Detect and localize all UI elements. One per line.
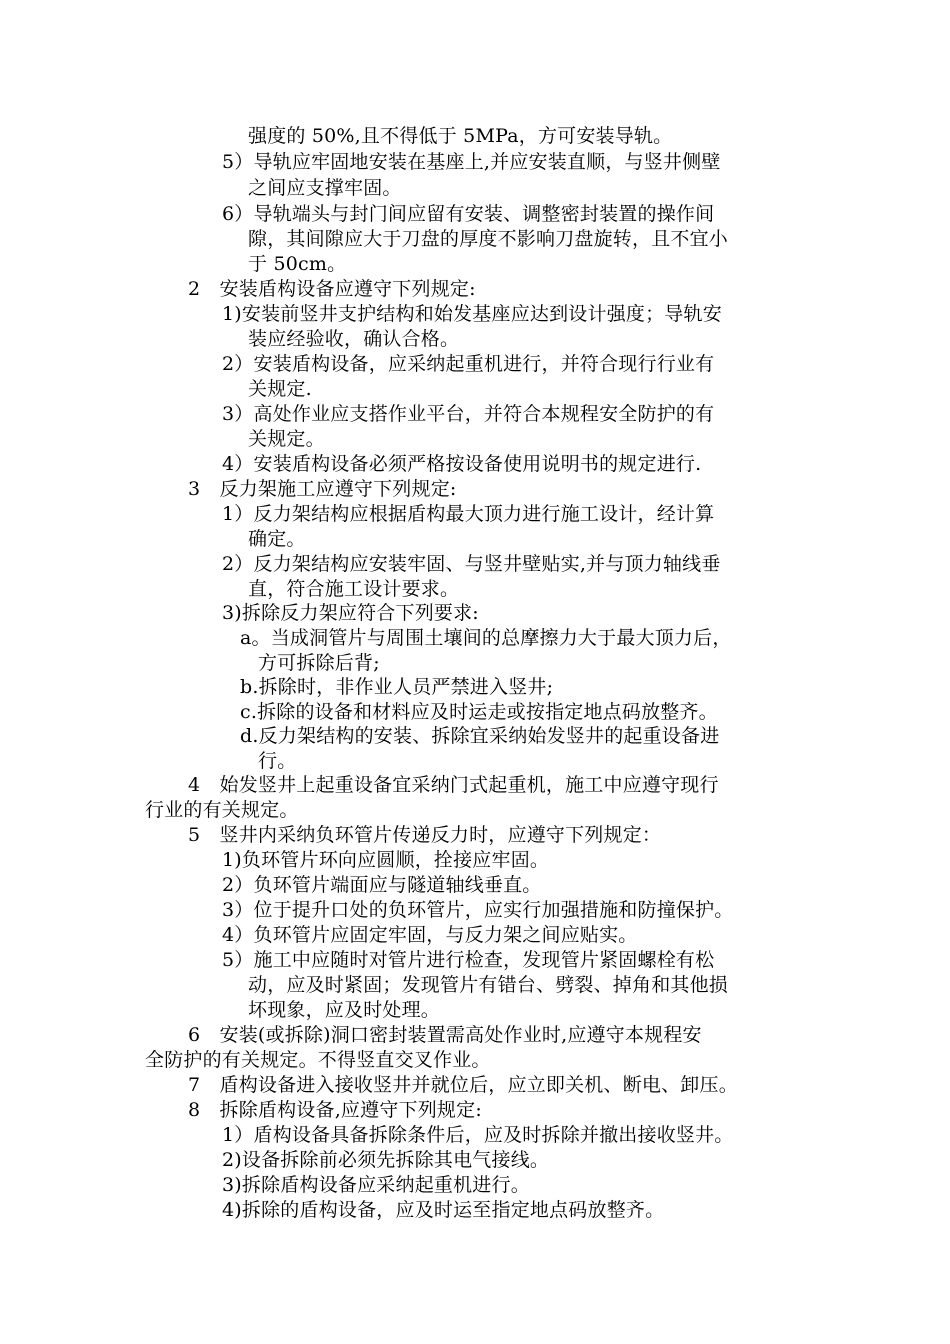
text-line: 3)拆除反力架应符合下列要求: (222, 602, 479, 624)
text-line: 1）反力架结构应根据盾构最大顶力进行施工设计，经计算 (222, 503, 715, 525)
text-line: 关规定。 (248, 428, 325, 450)
text-line: 4 始发竖井上起重设备宜采纳门式起重机，施工中应遵守现行 (188, 774, 719, 796)
text-line: 坏现象，应及时处理。 (248, 999, 441, 1021)
text-line: 1）盾构设备具备拆除条件后，应及时拆除并撤出接收竖井。 (222, 1124, 734, 1146)
text-line: 2）反力架结构应安装牢固、与竖井壁贴实,并与顶力轴线垂 (222, 553, 721, 575)
text-line: 确定。 (248, 528, 306, 550)
text-line: a。当成洞管片与周围土壤间的总摩擦力大于最大顶力后， (240, 627, 732, 649)
text-line: 2）负环管片端面应与隧道轴线垂直。 (222, 874, 542, 896)
text-line: d.反力架结构的安装、拆除宜采纳始发竖井的起重设备进 (240, 725, 720, 747)
text-line: 关规定. (248, 378, 312, 400)
text-line: 于 50cm。 (248, 253, 347, 275)
text-line: 1)负环管片环向应圆顺，拴接应牢固。 (222, 849, 550, 871)
text-line: 2 安装盾构设备应遵守下列规定: (188, 278, 476, 300)
text-line: 4）安装盾构设备必须严格按设备使用说明书的规定进行. (222, 453, 702, 475)
text-line: 6 安装(或拆除)洞口密封装置需高处作业时,应遵守本规程安 (188, 1024, 702, 1046)
text-line: 行业的有关规定。 (145, 799, 299, 821)
text-line: 4)拆除的盾构设备，应及时运至指定地点码放整齐。 (222, 1199, 665, 1221)
text-line: 全防护的有关规定。不得竖直交叉作业。 (145, 1049, 491, 1071)
text-line: 5）施工中应随时对管片进行检查，发现管片紧固螺栓有松 (222, 949, 715, 971)
text-line: 2）安装盾构设备，应采纳起重机进行，并符合现行行业有 (222, 353, 715, 375)
text-line: 隙，其间隙应大于刀盘的厚度不影响刀盘旋转，且不宜小 (248, 228, 729, 250)
text-line: 3）高处作业应支搭作业平台，并符合本规程安全防护的有 (222, 403, 715, 425)
text-line: 7 盾构设备进入接收竖井并就位后，应立即关机、断电、卸压。 (188, 1074, 738, 1096)
text-line: 直，符合施工设计要求。 (248, 578, 460, 600)
text-line: 3)拆除盾构设备应采纳起重机进行。 (222, 1174, 530, 1196)
text-line: 方可拆除后背; (258, 652, 380, 674)
text-line: 装应经验收，确认合格。 (248, 328, 460, 350)
text-line: 1)安装前竖井支护结构和始发基座应达到设计强度；导轨安 (222, 303, 722, 325)
text-line: 之间应支撑牢固。 (248, 177, 402, 199)
text-line: 6）导轨端头与封门间应留有安装、调整密封装置的操作间 (222, 203, 715, 225)
text-line: 4）负环管片应固定牢固，与反力架之间应贴实。 (222, 924, 638, 946)
text-line: 8 拆除盾构设备,应遵守下列规定: (188, 1099, 482, 1121)
text-line: 5 竖井内采纳负环管片传递反力时，应遵守下列规定： (188, 824, 662, 846)
text-line: 5）导轨应牢固地安装在基座上,并应安装直顺，与竖井侧壁 (222, 151, 721, 173)
text-line: 3 反力架施工应遵守下列规定: (188, 478, 457, 500)
text-line: 2)设备拆除前必须先拆除其电气接线。 (222, 1149, 550, 1171)
text-line: 3）位于提升口处的负环管片，应实行加强措施和防撞保护。 (222, 899, 734, 921)
text-line: 行。 (258, 750, 297, 772)
text-line: 强度的 50%,且不得低于 5MPa，方可安装导轨。 (248, 125, 673, 147)
text-line: b.拆除时，非作业人员严禁进入竖井; (240, 676, 554, 698)
text-line: 动，应及时紧固；发现管片有错台、劈裂、掉角和其他损 (248, 974, 729, 996)
text-line: c.拆除的设备和材料应及时运走或按指定地点码放整齐。 (240, 701, 718, 723)
